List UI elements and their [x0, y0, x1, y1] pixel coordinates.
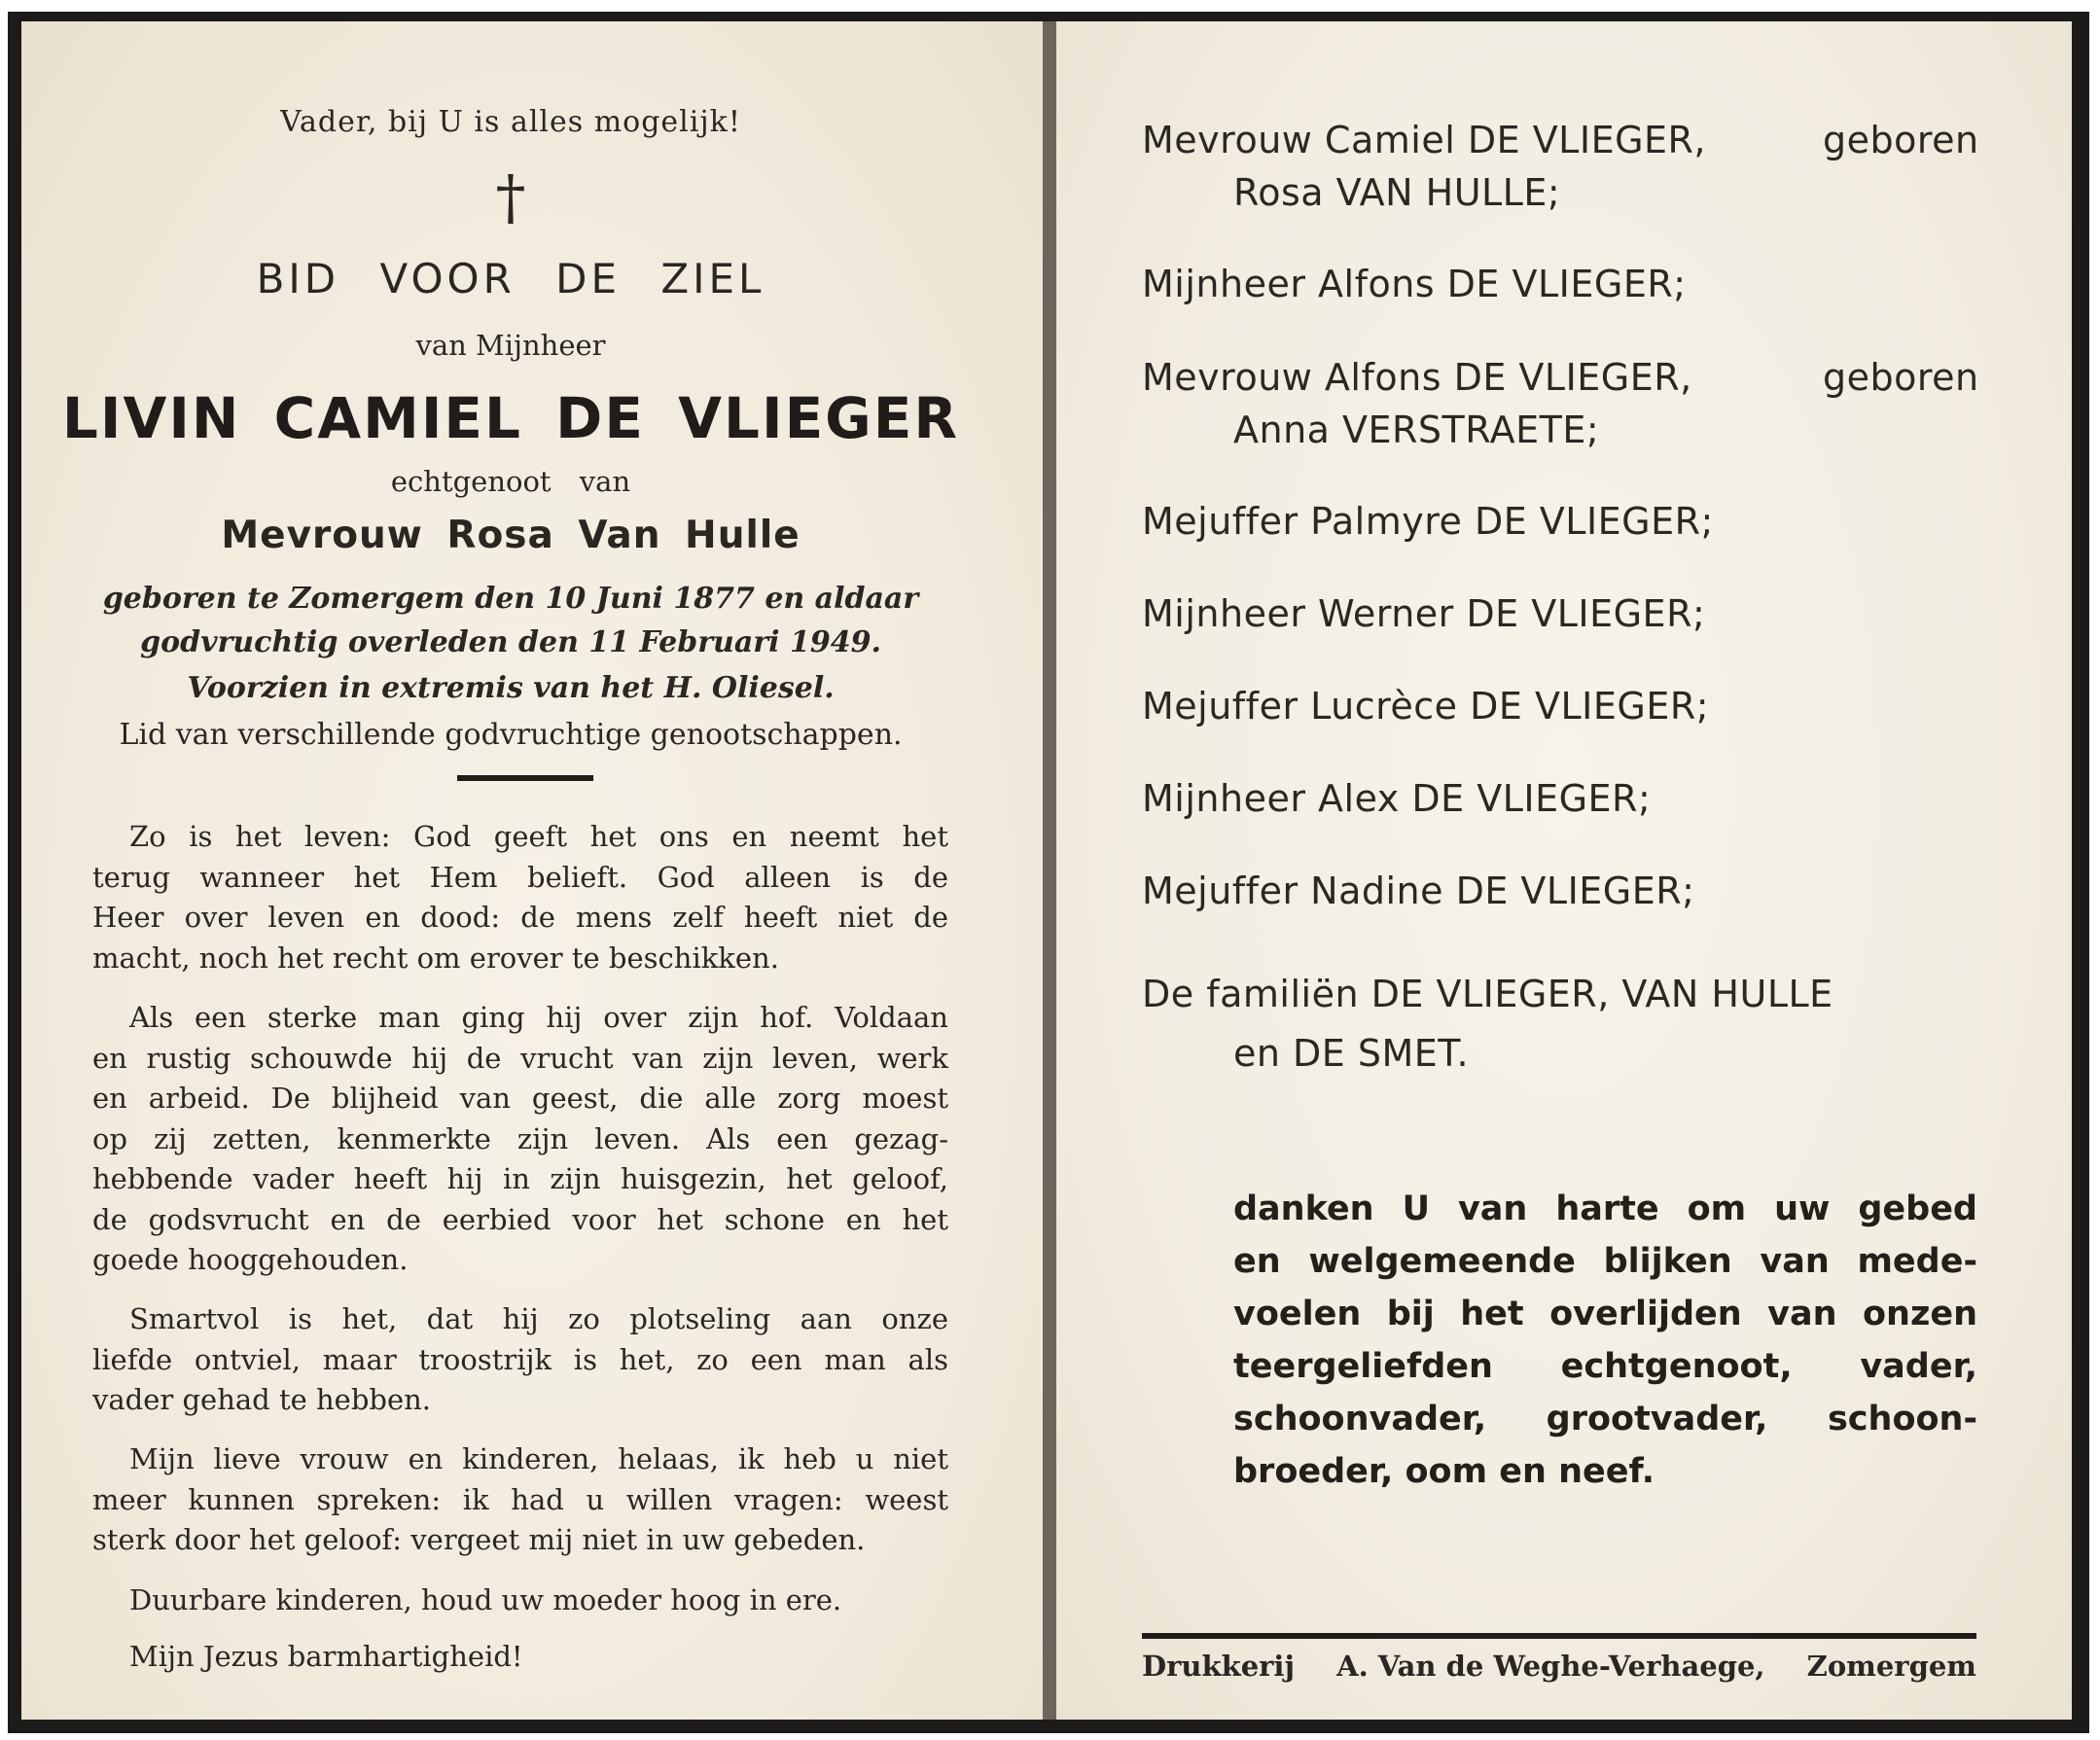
text-line: Zo is het leven: God geeft het ons en neemt het [129, 820, 948, 853]
text-line: voelen bij het overlijden van onzen [1233, 1295, 1977, 1333]
paragraph-5: Duurbare kinderen, houd uw moeder hoog in ere. [129, 1583, 842, 1616]
footer-divider [1142, 1633, 1976, 1639]
family-name: Mevrouw Alfons DE VLIEGER, [1142, 356, 1692, 399]
paragraph-2 [92, 998, 948, 1281]
birth-line: geboren te Zomergem den 10 Juni 1877 en aldaar [102, 582, 919, 616]
paragraph-1 [92, 817, 948, 978]
text-line: vader gehad te hebben. [92, 1383, 432, 1416]
text-line: hebbende vader heeft hij in zijn huisgezin, het geloof, [92, 1162, 948, 1195]
printer-label: Drukkerij [1142, 1650, 1295, 1683]
family-line-8: Mejuffer Nadine DE VLIEGER; [1142, 870, 1695, 912]
text-line: danken U van harte om uw gebed [1233, 1190, 1977, 1228]
card-fold [1043, 21, 1056, 1720]
cross-icon: † [495, 161, 526, 232]
text-line: sterk door het geloof: vergeet mij niet in uw gebeden. [92, 1523, 866, 1556]
text-line: en rustig schouwde hij de vrucht van zijn leven, werk [92, 1041, 948, 1075]
family-line-3b: Anna VERSTRAETE; [1233, 408, 1600, 451]
text-line: op zij zetten, kenmerkte zijn leven. Als een gezag- [92, 1121, 948, 1155]
text-line: en arbeid. De blijheid van geest, die alle zorg moest [92, 1082, 948, 1115]
family-line-1b: Rosa VAN HULLE; [1233, 171, 1561, 214]
paragraph-4 [92, 1439, 948, 1561]
family-line-6: Mejuffer Lucrèce DE VLIEGER; [1142, 685, 1710, 728]
text-line: en welgemeende blijken van mede- [1233, 1242, 1977, 1281]
spouse-name: Mevrouw Rosa Van Hulle [221, 514, 801, 557]
family-line-1 [1142, 119, 1979, 161]
family-line-9: De familiën DE VLIEGER, VAN HULLE [1142, 973, 1833, 1015]
death-line: godvruchtig overleden den 11 Februari 1949. [140, 625, 881, 659]
family-name: Mevrouw Camiel DE VLIEGER, [1142, 119, 1707, 161]
text-line: liefde ontviel, maar troostrijk is het, zo een man als [92, 1342, 948, 1376]
text-line: schoonvader, grootvader, schoon- [1233, 1400, 1977, 1438]
thanks-paragraph [1233, 1183, 1977, 1498]
closing-prayer: Mijn Jezus barmhartigheid! [129, 1640, 523, 1673]
family-line-3 [1142, 356, 1979, 399]
heading: BID VOOR DE ZIEL [256, 255, 765, 302]
printer-place: Zomergem [1806, 1650, 1976, 1683]
text-line: Als een sterke man ging hij over zijn hof. Voldaan [129, 1001, 948, 1034]
printer-credit [1142, 1650, 1976, 1683]
text-line: broeder, oom en neef. [1233, 1452, 1655, 1491]
family-line-5: Mijnheer Werner DE VLIEGER; [1142, 592, 1706, 635]
text-line: terug wanneer het Hem belieft. God alleen is de [92, 860, 948, 894]
printer-name: A. Van de Weghe-Verhaege, [1336, 1650, 1765, 1683]
van-mijnheer: van Mijnheer [415, 329, 606, 362]
text-line: Smartvol is het, dat hij zo plotseling aan onze [129, 1302, 948, 1335]
motto: Vader, bij U is alles mogelijk! [280, 105, 741, 139]
paragraph-3 [92, 1299, 948, 1421]
text-line: de godsvrucht en de eerbied voor het schone en het [92, 1202, 948, 1236]
text-line: meer kunnen spreken: ik had u willen vragen: weest [92, 1482, 948, 1516]
divider [457, 775, 593, 781]
text-line: Mijn lieve vrouw en kinderen, helaas, ik heb u niet [129, 1442, 948, 1475]
family-line-9b: en DE SMET. [1233, 1032, 1470, 1075]
deceased-name: LIVIN CAMIEL DE VLIEGER [61, 385, 960, 451]
text-line: goede hooggehouden. [92, 1243, 409, 1276]
text-line: teergeliefden echtgenoot, vader, [1233, 1347, 1977, 1386]
family-line-7: Mijnheer Alex DE VLIEGER; [1142, 777, 1652, 820]
family-suffix: geboren [1823, 356, 1979, 399]
text-line: Heer over leven en dood: de mens zelf heeft niet de [92, 901, 948, 934]
family-line-4: Mejuffer Palmyre DE VLIEGER; [1142, 500, 1714, 543]
membership-line: Lid van verschillende godvruchtige genootschappen. [119, 718, 903, 752]
echtgenoot-label: echtgenoot van [390, 465, 631, 498]
text-line: macht, noch het recht om erover te beschikken. [92, 941, 779, 975]
family-line-2: Mijnheer Alfons DE VLIEGER; [1142, 263, 1687, 305]
family-suffix: geboren [1823, 119, 1979, 161]
sacrament-line: Voorzien in extremis van het H. Oliesel. [187, 671, 835, 705]
